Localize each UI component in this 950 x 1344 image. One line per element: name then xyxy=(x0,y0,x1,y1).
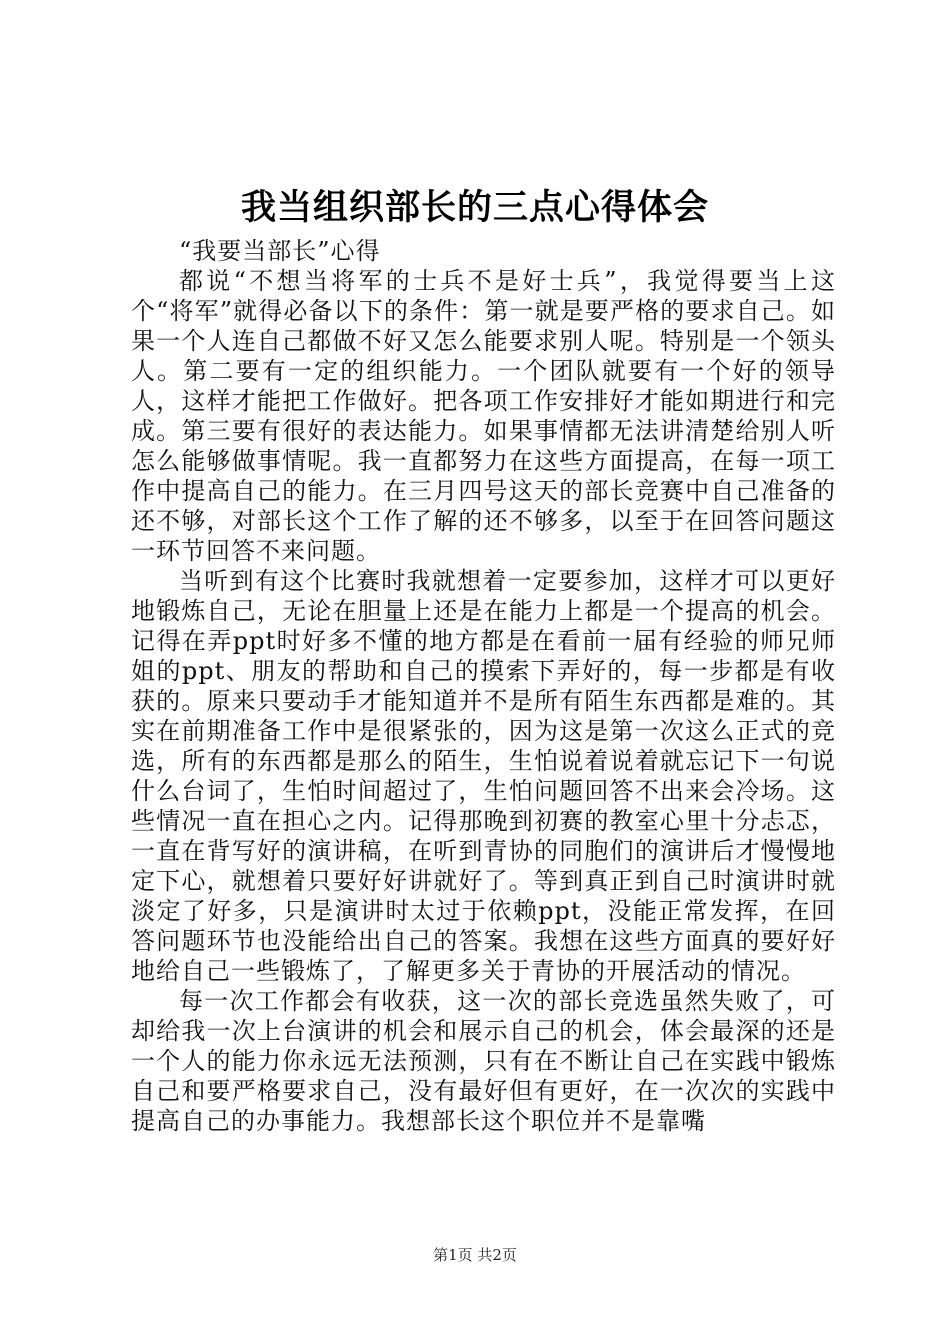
subtitle-paragraph: “我要当部长”心得 xyxy=(179,237,381,265)
page-number-footer: 第1页 共2页 xyxy=(433,1246,517,1264)
body-paragraph: 都说“不想当将军的士兵不是好士兵”，我觉得要当上这个“将军”就得必备以下的条件：第一就是要严格的要求自己。如果一个人连自己都做不好又怎么能要求别人呢。特别是一个领头人。第二要有一定的组织能力。一个团队就要有一个好的领导人，这样才能把工作做好。把各项工作安排好才能如期进行和完成。第三要有很好的表达能力。如果事情都无法讲清楚给别人听怎么能够做事情呢。我一直都努力在这些方面提高，在每一项工作中提高自己的能力。在三月四号这天的部长竞赛中自己准备的还不够，对部长这个工作了解的还不够多，以至于在回答问题这一环节回答不来问题。 xyxy=(131,267,836,565)
document-title: 我当组织部长的三点心得体会 xyxy=(240,188,709,228)
body-paragraph: 每一次工作都会有收获，这一次的部长竞选虽然失败了，可却给我一次上台演讲的机会和展示自己的机会，体会最深的还是一个人的能力你永远无法预测，只有在不断让自己在实践中锻炼自己和要严格要求自己，没有最好但有更好，在一次次的实践中提高自己的办事能力。我想部长这个职位并不是靠嘴 xyxy=(131,987,836,1135)
body-paragraph: 当听到有这个比赛时我就想着一定要参加，这样才可以更好地锻炼自己，无论在胆量上还是在能力上都是一个提高的机会。记得在弄ppt时好多不懂的地方都是在看前一届有经验的师兄师姐的ppt、朋友的帮助和自己的摸索下弄好的，每一步都是有收获的。原来只要动手才能知道并不是所有陌生东西都是难的。其实在前期准备工作中是很紧张的，因为这是第一次这么正式的竞选，所有的东西都是那么的陌生，生怕说着说着就忘记下一句说什么台词了，生怕时间超过了，生怕问题回答不出来会冷场。这些情况一直在担心之内。记得那晚到初赛的教室心里十分忐忑，一直在背写好的演讲稿，在听到青协的同胞们的演讲后才慢慢地定下心，就想着只要好好讲就好了。等到真正到自己时演讲时就淡定了好多，只是演讲时太过于依赖ppt，没能正常发挥，在回答问题环节也没能给出自己的答案。我想在这些方面真的要好好地给自己一些锻炼了，了解更多关于青协的开展活动的情况。 xyxy=(131,567,836,985)
document-body xyxy=(131,236,836,1136)
